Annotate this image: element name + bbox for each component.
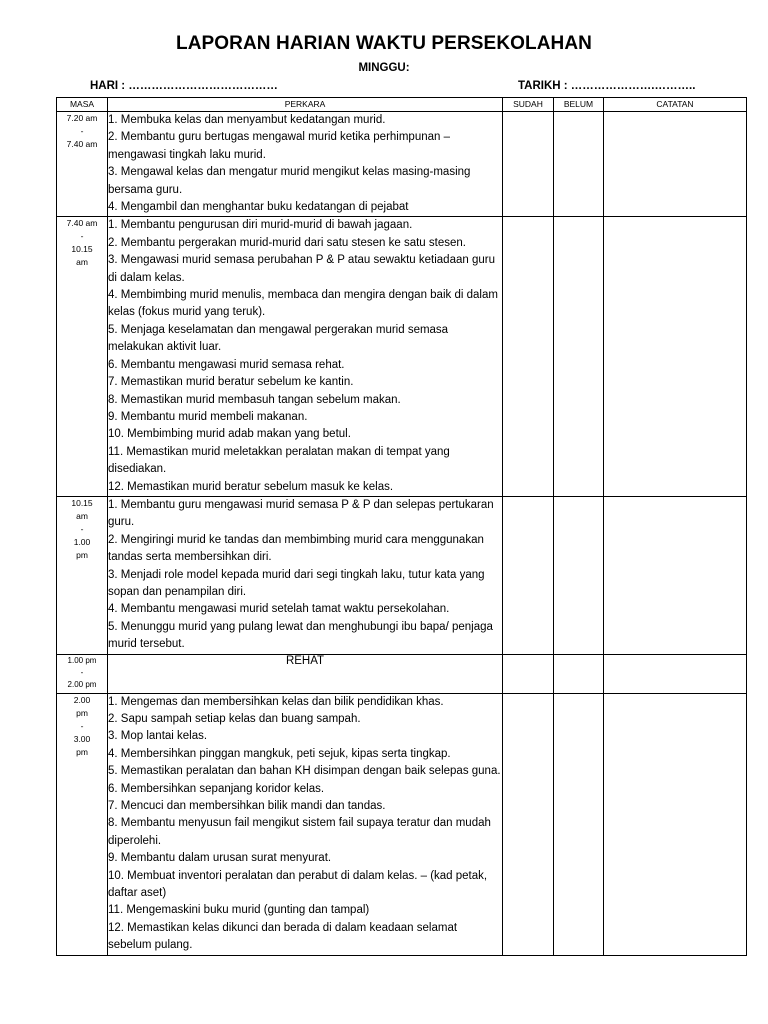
task-item: 11. Memastikan murid meletakkan peralatan makan di tempat yang disediakan. bbox=[108, 445, 450, 476]
time-line: pm bbox=[76, 746, 88, 757]
task-cell bbox=[108, 112, 503, 217]
task-item: 5. Memastikan peralatan dan bahan KH disimpan dengan baik selepas guna. bbox=[108, 765, 501, 778]
column-header-belum: BELUM bbox=[554, 98, 604, 112]
task-item: 2. Mengiringi murid ke tandas dan membimbing murid cara menggunakan tandas serta membersihkan diri. bbox=[108, 533, 484, 564]
time-line: 7.40 am bbox=[66, 139, 98, 149]
task-item: 4. Membersihkan pinggan mangkuk, peti sejuk, kipas serta tingkap. bbox=[108, 747, 451, 760]
task-item: 3. Mop lantai kelas. bbox=[108, 730, 208, 743]
time-line: - bbox=[80, 523, 84, 534]
task-item: 12. Memastikan kelas dikunci dan berada di dalam keadaan selamat sebelum pulang. bbox=[108, 921, 458, 952]
time-line: 7.40 am bbox=[66, 218, 98, 229]
task-item: 2. Membantu pergerakan murid-murid dari satu stesen ke satu stesen. bbox=[108, 236, 466, 249]
task-item: 12. Memastikan murid beratur sebelum masuk ke kelas. bbox=[108, 480, 394, 493]
task-item: 2. Membantu guru bertugas mengawal murid ketika perhimpunan – mengawasi tingkah laku murid. bbox=[108, 131, 450, 161]
sudah-cell[interactable] bbox=[503, 496, 554, 654]
belum-cell[interactable] bbox=[554, 654, 604, 693]
task-item: 1. Mengemas dan membersihkan kelas dan bilik pendidikan khas. bbox=[108, 695, 444, 708]
sudah-cell[interactable] bbox=[503, 112, 554, 217]
column-header-sudah: SUDAH bbox=[503, 98, 554, 112]
table-row bbox=[57, 496, 747, 654]
task-item: 8. Memastikan murid membasuh tangan sebelum makan. bbox=[108, 393, 401, 406]
task-item: 1. Membantu guru mengawasi murid semasa P & P dan selepas pertukaran guru. bbox=[108, 498, 494, 529]
time-line: am bbox=[76, 257, 88, 268]
time-line: 7.20 am bbox=[66, 113, 98, 123]
sudah-cell[interactable] bbox=[503, 693, 554, 955]
time-line: - bbox=[80, 126, 84, 136]
time-line: - bbox=[80, 667, 84, 677]
task-item: 10. Membimbing murid adab makan yang betul. bbox=[108, 428, 351, 441]
task-item: 4. Membantu mengawasi murid setelah tamat waktu persekolahan. bbox=[108, 603, 450, 616]
task-cell bbox=[108, 693, 503, 955]
task-item: 2. Sapu sampah setiap kelas dan buang sampah. bbox=[108, 713, 361, 725]
time-line: 1.00 bbox=[73, 536, 91, 547]
task-cell bbox=[108, 217, 503, 497]
column-header-masa: MASA bbox=[57, 98, 108, 112]
task-item: 8. Membantu menyusun fail mengikut sistem fail supaya teratur dan mudah diperolehi. bbox=[108, 817, 491, 847]
sudah-cell[interactable] bbox=[503, 217, 554, 497]
table-body bbox=[57, 112, 747, 956]
report-table bbox=[56, 97, 747, 956]
belum-cell[interactable] bbox=[554, 217, 604, 497]
table-row bbox=[57, 693, 747, 955]
time-line: 2.00 pm bbox=[67, 679, 97, 689]
catatan-cell[interactable] bbox=[604, 112, 747, 217]
time-cell bbox=[57, 693, 108, 955]
catatan-cell[interactable] bbox=[604, 496, 747, 654]
task-item: 4. Mengambil dan menghantar buku kedatangan di pejabat bbox=[108, 201, 409, 214]
column-header-catatan: CATATAN bbox=[604, 98, 747, 112]
time-line: 10.15 bbox=[71, 244, 93, 255]
task-item: 7. Mencuci dan membersihkan bilik mandi dan tandas. bbox=[108, 800, 386, 813]
belum-cell[interactable] bbox=[554, 693, 604, 955]
task-item: 1. Membantu pengurusan diri murid-murid di bawah jagaan. bbox=[108, 219, 413, 232]
table-header-row bbox=[57, 98, 747, 112]
day-field: HARI : ………………………………… bbox=[90, 80, 278, 92]
task-item: 11. Mengemaskini buku murid (gunting dan tampal) bbox=[108, 904, 370, 917]
time-line: 10.15 bbox=[71, 497, 93, 508]
time-line: pm bbox=[76, 707, 88, 718]
date-field: TARIKH : ………………….……….. bbox=[518, 80, 696, 92]
task-item: 3. Menjadi role model kepada murid dari segi tingkah laku, tutur kata yang sopan dan penampilan diri. bbox=[108, 568, 485, 598]
table-row bbox=[57, 217, 747, 497]
time-cell bbox=[57, 496, 108, 654]
time-line: - bbox=[80, 231, 84, 242]
time-cell bbox=[57, 112, 108, 217]
column-header-perkara: PERKARA bbox=[108, 98, 503, 112]
task-cell bbox=[108, 496, 503, 654]
time-cell bbox=[57, 654, 108, 693]
table-row bbox=[57, 112, 747, 217]
sudah-cell[interactable] bbox=[503, 654, 554, 693]
task-item: 6. Membersihkan sepanjang koridor kelas. bbox=[108, 782, 325, 795]
catatan-cell[interactable] bbox=[604, 654, 747, 693]
time-cell bbox=[57, 217, 108, 497]
task-item: 1. Membuka kelas dan menyambut kedatangan murid. bbox=[108, 114, 386, 126]
catatan-cell[interactable] bbox=[604, 693, 747, 955]
task-item: 9. Membantu dalam urusan surat menyurat. bbox=[108, 852, 332, 865]
table-row bbox=[57, 654, 747, 693]
belum-cell[interactable] bbox=[554, 112, 604, 217]
task-item: 5. Menjaga keselamatan dan mengawal pergerakan murid semasa melakukan aktivit luar. bbox=[108, 323, 449, 354]
task-item: 3. Mengawasi murid semasa perubahan P & P atau sewaktu ketiadaan guru di dalam kelas. bbox=[108, 254, 495, 284]
rehat-cell: REHAT bbox=[108, 654, 503, 693]
task-item: 5. Menunggu murid yang pulang lewat dan menghubungi ibu bapa/ penjaga murid tersebut. bbox=[108, 620, 493, 651]
task-item: 6. Membantu mengawasi murid semasa rehat. bbox=[108, 358, 345, 371]
catatan-cell[interactable] bbox=[604, 217, 747, 497]
time-line: pm bbox=[76, 549, 88, 560]
time-line: 1.00 pm bbox=[67, 655, 97, 665]
task-item: 3. Mengawal kelas dan mengatur murid mengikut kelas masing-masing bersama guru. bbox=[108, 166, 471, 196]
time-line: 2.00 bbox=[73, 694, 91, 705]
week-label: MINGGU: bbox=[358, 62, 410, 74]
task-item: 10. Membuat inventori peralatan dan perabut di dalam kelas. – (kad petak, daftar aset) bbox=[108, 869, 488, 900]
task-item: 4. Membimbing murid menulis, membaca dan mengira dengan baik di dalam kelas (fokus murid yang teruk). bbox=[108, 289, 498, 319]
time-line: 3.00 bbox=[73, 733, 91, 744]
belum-cell[interactable] bbox=[554, 496, 604, 654]
time-line: - bbox=[80, 720, 84, 731]
report-title: LAPORAN HARIAN WAKTU PERSEKOLAHAN bbox=[175, 33, 593, 54]
task-item: 9. Membantu murid membeli makanan. bbox=[108, 410, 308, 423]
time-line: am bbox=[76, 510, 88, 521]
task-item: 7. Memastikan murid beratur sebelum ke kantin. bbox=[108, 376, 354, 389]
